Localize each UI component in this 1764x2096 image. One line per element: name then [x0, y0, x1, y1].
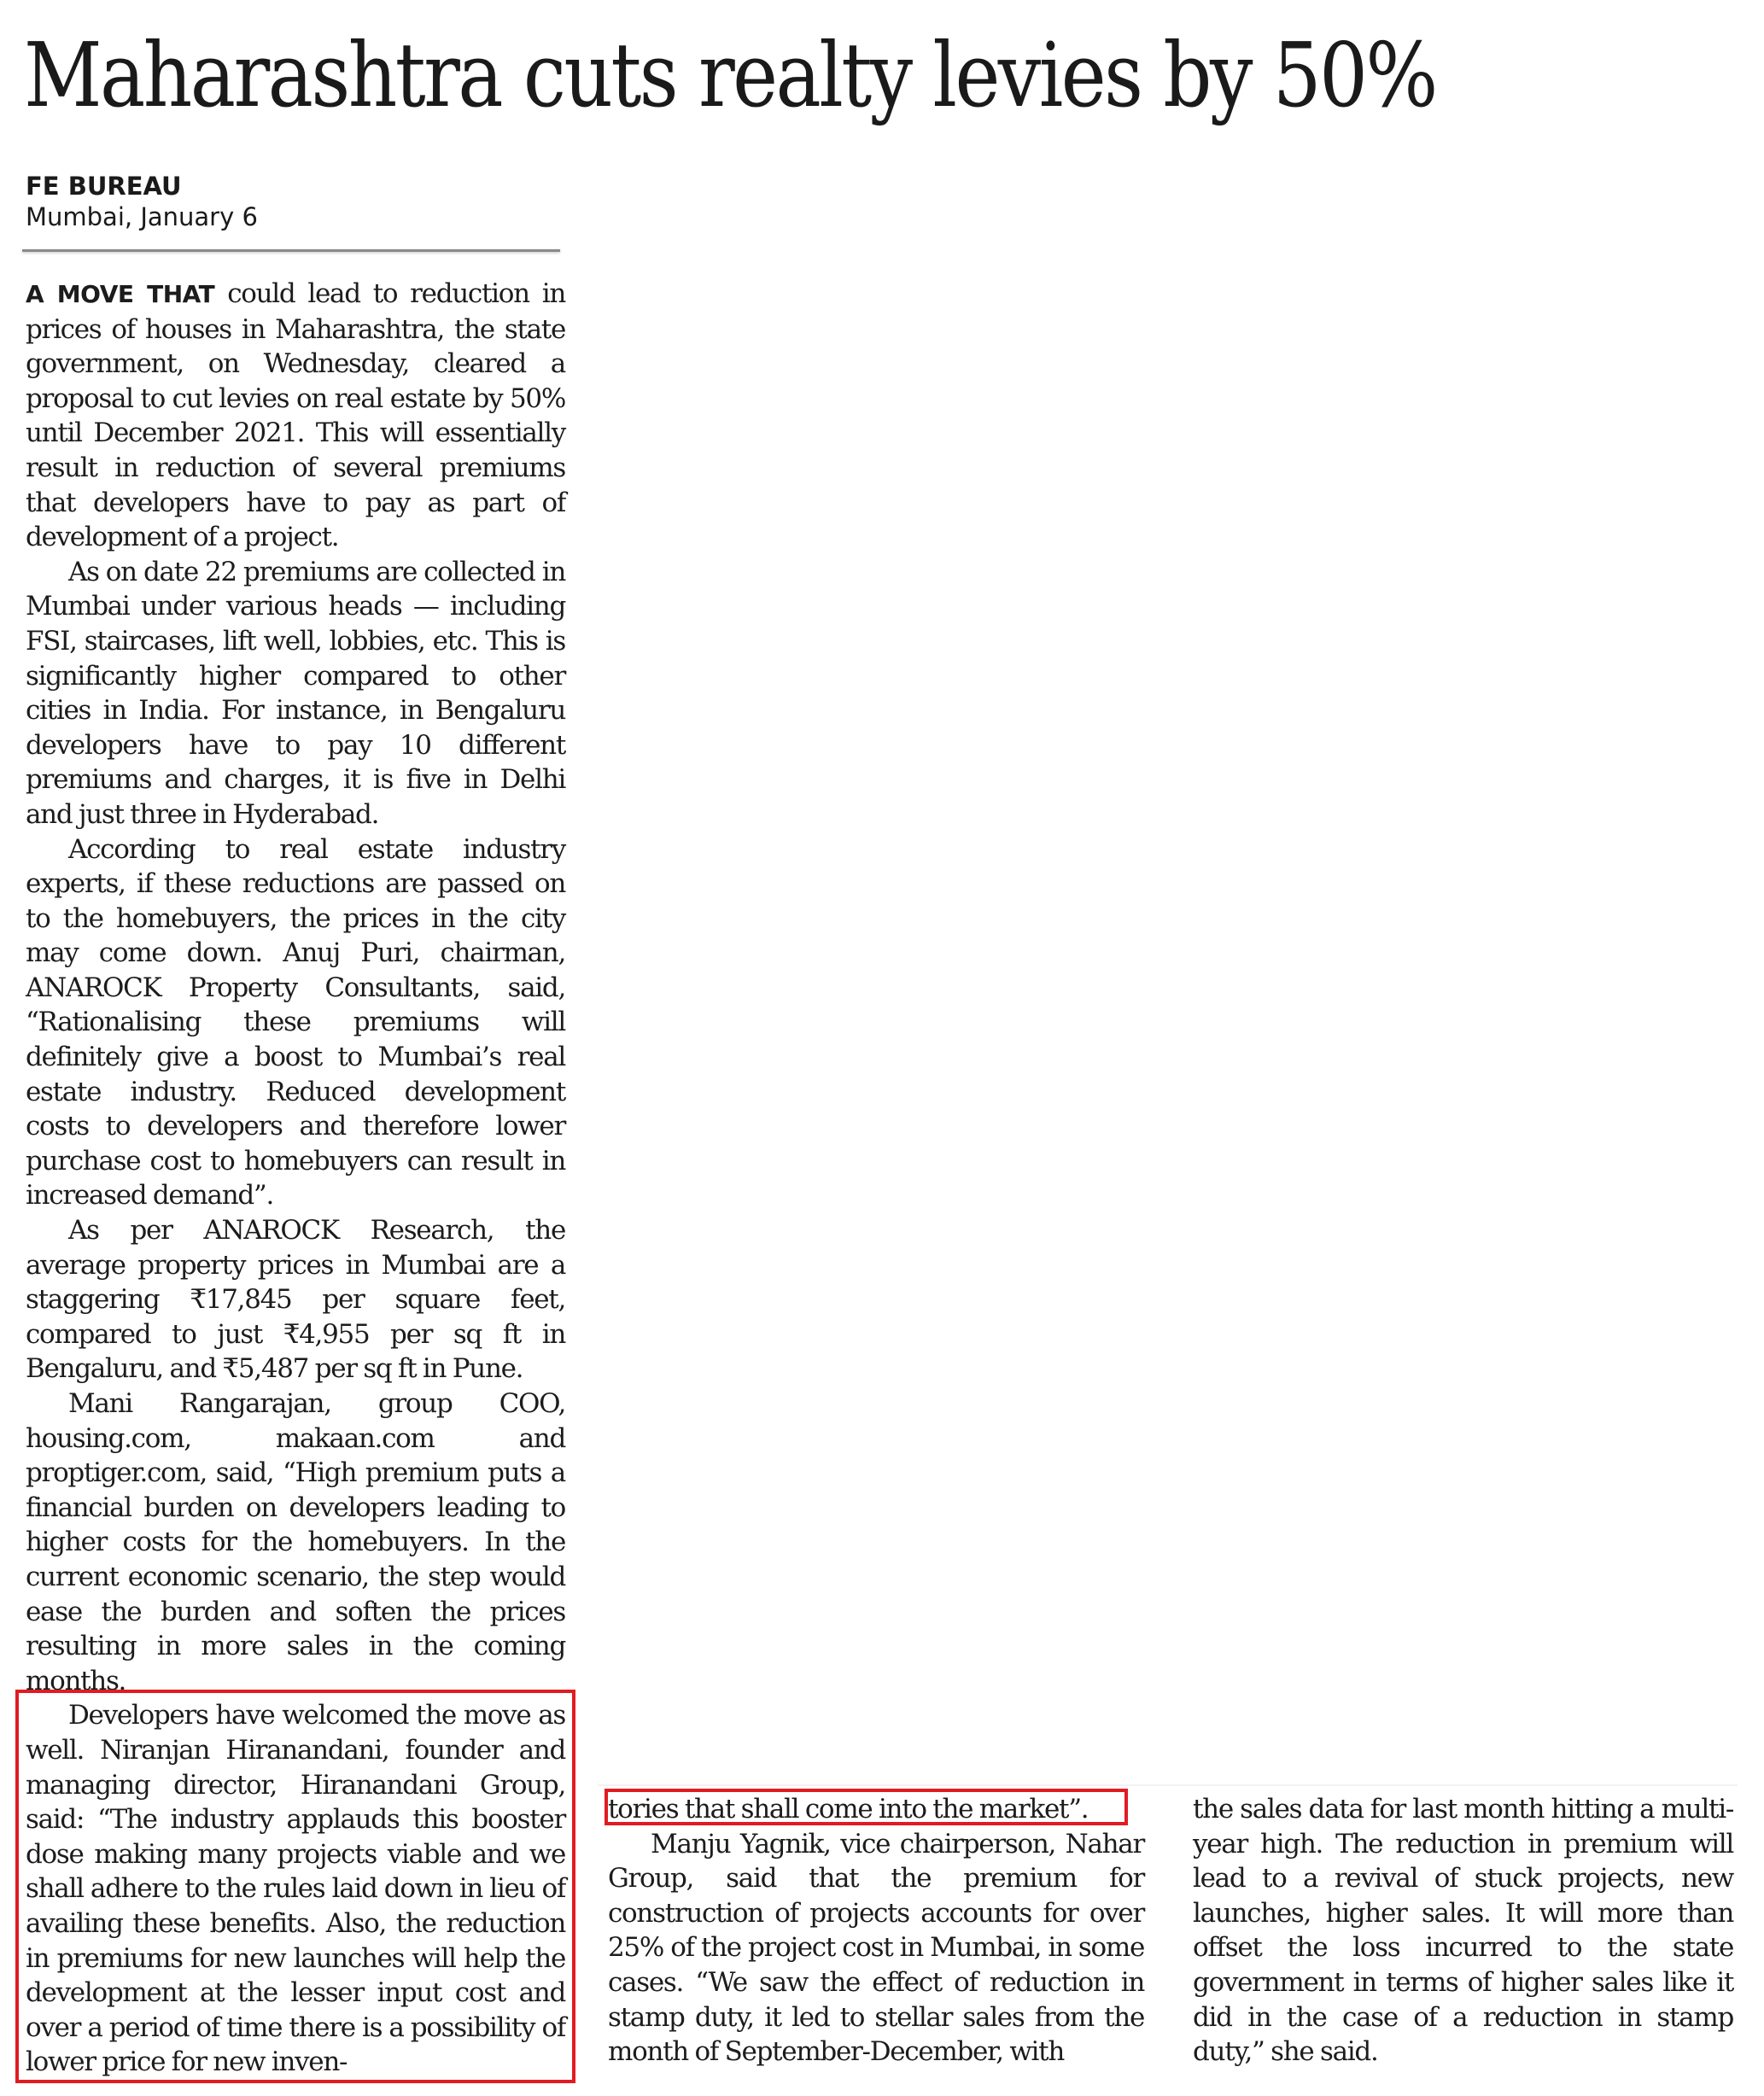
highlight-box-quote	[15, 1690, 575, 2083]
article-column-2	[608, 1792, 1144, 2070]
byline-divider	[22, 249, 560, 252]
column-divider	[598, 1784, 1738, 1786]
paragraph-intro-text: could lead to reduction in prices of houses in Maharashtra, the state government, on Wednesday, cleared a proposal to cut levies on real estate by 50% until December 2021. This will essentially result in reduction of several premiums that developers have to pay as part of development of a project.	[26, 278, 565, 553]
paragraph-experts: According to real estate industry experts, if these reductions are passed on to the homebuyers, the prices in the city may come down. Anuj Puri, chairman, ANAROCK Property Consultants, said, “Rationalising these premiums will definitely give a boost to Mumbai’s real estate industry. Reduced development costs to developers and therefore lower purchase cost to homebuyers can result in increased demand”.	[26, 833, 565, 1211]
paragraph-yagnik-continued: the sales data for last month hitting a multi-year high. The reduction in premium will lead to a revival of stuck projects, new launches, higher sales. It will more than offset the loss incurred to the state government in terms of higher sales like it did in the case of a reduction in stamp duty,” she said.	[1193, 1794, 1733, 2068]
byline-agency: FE BUREAU	[26, 172, 182, 201]
lead-in: A MOVE THAT	[26, 280, 215, 308]
paragraph-rangarajan: Mani Rangarajan, group COO, housing.com, makaan.com and proptiger.com, said, “High premium puts a financial burden on developers leading to higher costs for the homebuyers. In the current economic scenario, the step would ease the burden and soften the prices resulting in more sales in the coming months.	[26, 1388, 565, 1696]
headline: Maharashtra cuts realty levies by 50%	[24, 23, 1436, 127]
paragraph-prices: As per ANAROCK Research, the average property prices in Mumbai are a staggering ₹17,845 per square feet, compared to just ₹4,955 per sq ft in Bengaluru, and ₹5,487 per sq ft in Pune.	[26, 1215, 565, 1385]
highlight-box-continuation	[605, 1789, 1128, 1825]
paragraph-continuation-highlighted: tories that shall come into the market”.	[608, 1794, 1089, 1825]
byline	[26, 171, 258, 232]
paragraph-intro	[26, 277, 565, 555]
byline-dateline: Mumbai, January 6	[26, 202, 258, 231]
article-column-3	[1193, 1792, 1733, 2070]
paragraph-premiums: As on date 22 premiums are collected in Mumbai under various heads — including FSI, staircases, lift well, lobbies, etc. This is significantly higher compared to other cities in India. For instance, in Bengaluru developers have to pay 10 different premiums and charges, it is five in Delhi and just three in Hyderabad.	[26, 556, 565, 830]
paragraph-hiranandani-highlighted: Developers have welcomed the move as well. Niranjan Hiranandani, founder and managing director, Hiranandani Group, said: “The industry applauds this booster dose making many projects viable and we shall adhere to the rules laid down in lieu of availing these benefits. Also, the reduction in premiums for new launches will help the development at the lesser input cost and over a period of time there is a possibility of lower price for new inven-	[26, 1700, 565, 2078]
paragraph-yagnik: Manju Yagnik, vice chairperson, Nahar Group, said that the premium for construction of projects accounts for over 25% of the project cost in Mumbai, in some cases. “We saw the effect of reduction in stamp duty, it led to stellar sales from the month of September-December, with	[608, 1828, 1144, 2068]
